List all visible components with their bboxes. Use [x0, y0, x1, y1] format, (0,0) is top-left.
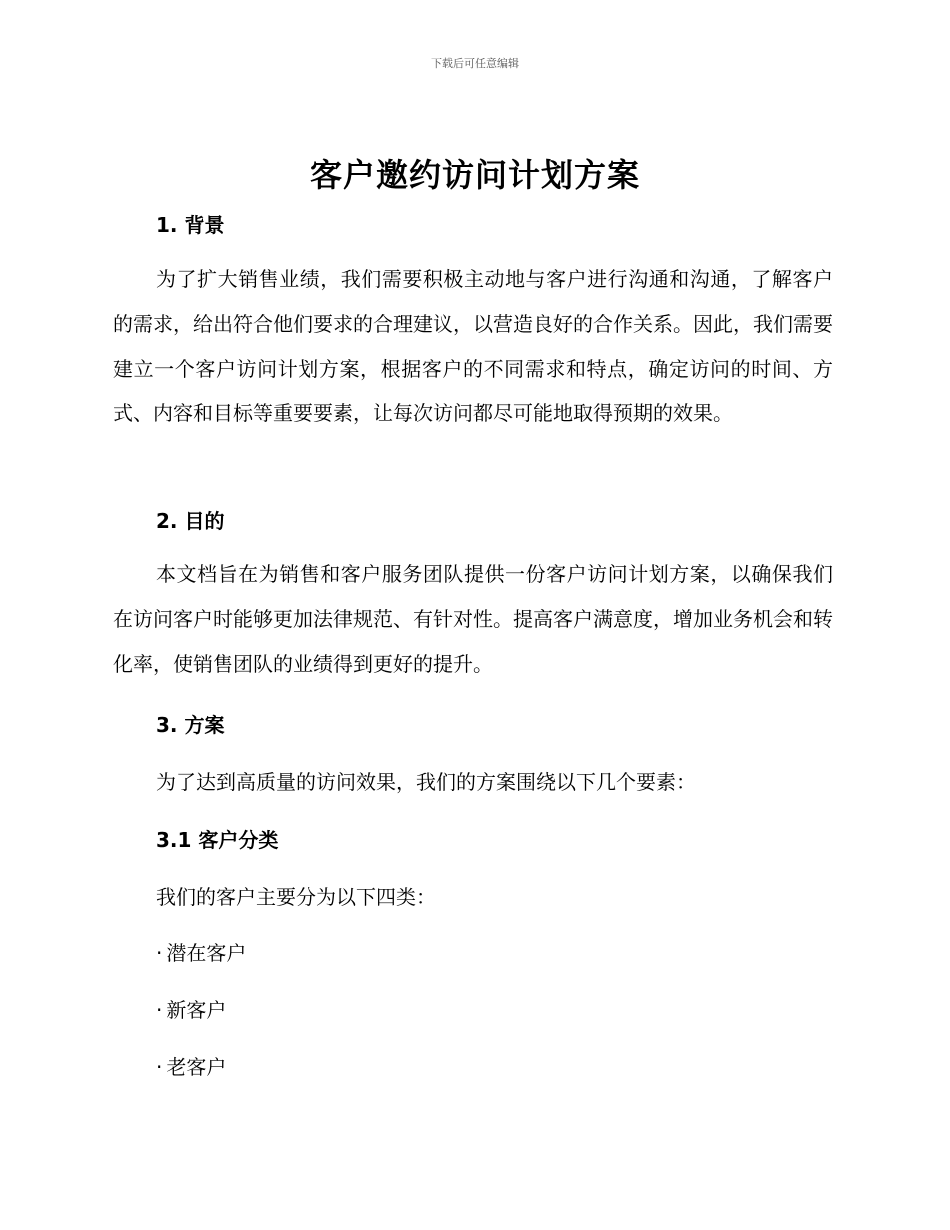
list-item [156, 1051, 226, 1080]
paragraph-background: 为了扩大销售业绩，我们需要积极主动地与客户进行沟通和沟通，了解客户的需求，给出符合他们要求的合理建议，以营造良好的合作关系。因此，我们需要建立一个客户访问计划方案，根据客户的不同需求和特点，确定访问的时间、方式、内容和目标等重要要素，让每次访问都尽可能地取得预期的效果。 [113, 267, 833, 426]
section-heading-plan: 3. 方案 [156, 713, 225, 737]
list-item [156, 937, 246, 966]
list-item [156, 994, 226, 1023]
section-heading-background: 1. 背景 [156, 213, 225, 237]
section-heading-classification: 3.1 客户分类 [156, 828, 279, 852]
header-note: 下载后可任意编辑 [431, 57, 519, 70]
paragraph-purpose: 本文档旨在为销售和客户服务团队提供一份客户访问计划方案，以确保我们在访问客户时能够更加法律规范、有针对性。提高客户满意度，增加业务机会和转化率，使销售团队的业绩得到更好的提升。 [113, 562, 833, 676]
bullet-icon: · [156, 1055, 163, 1079]
paragraph-plan-intro: 为了达到高质量的访问效果，我们的方案围绕以下几个要素： [156, 770, 696, 794]
document-title: 客户邀约访问计划方案 [309, 156, 640, 194]
paragraph-classification-intro: 我们的客户主要分为以下四类： [156, 885, 436, 909]
list-item-label: 潜在客户 [166, 941, 247, 965]
list-item-label: 新客户 [166, 998, 227, 1022]
bullet-icon: · [156, 998, 163, 1022]
section-heading-purpose: 2. 目的 [156, 509, 225, 533]
bullet-icon: · [156, 941, 163, 965]
list-item-label: 老客户 [166, 1055, 227, 1079]
